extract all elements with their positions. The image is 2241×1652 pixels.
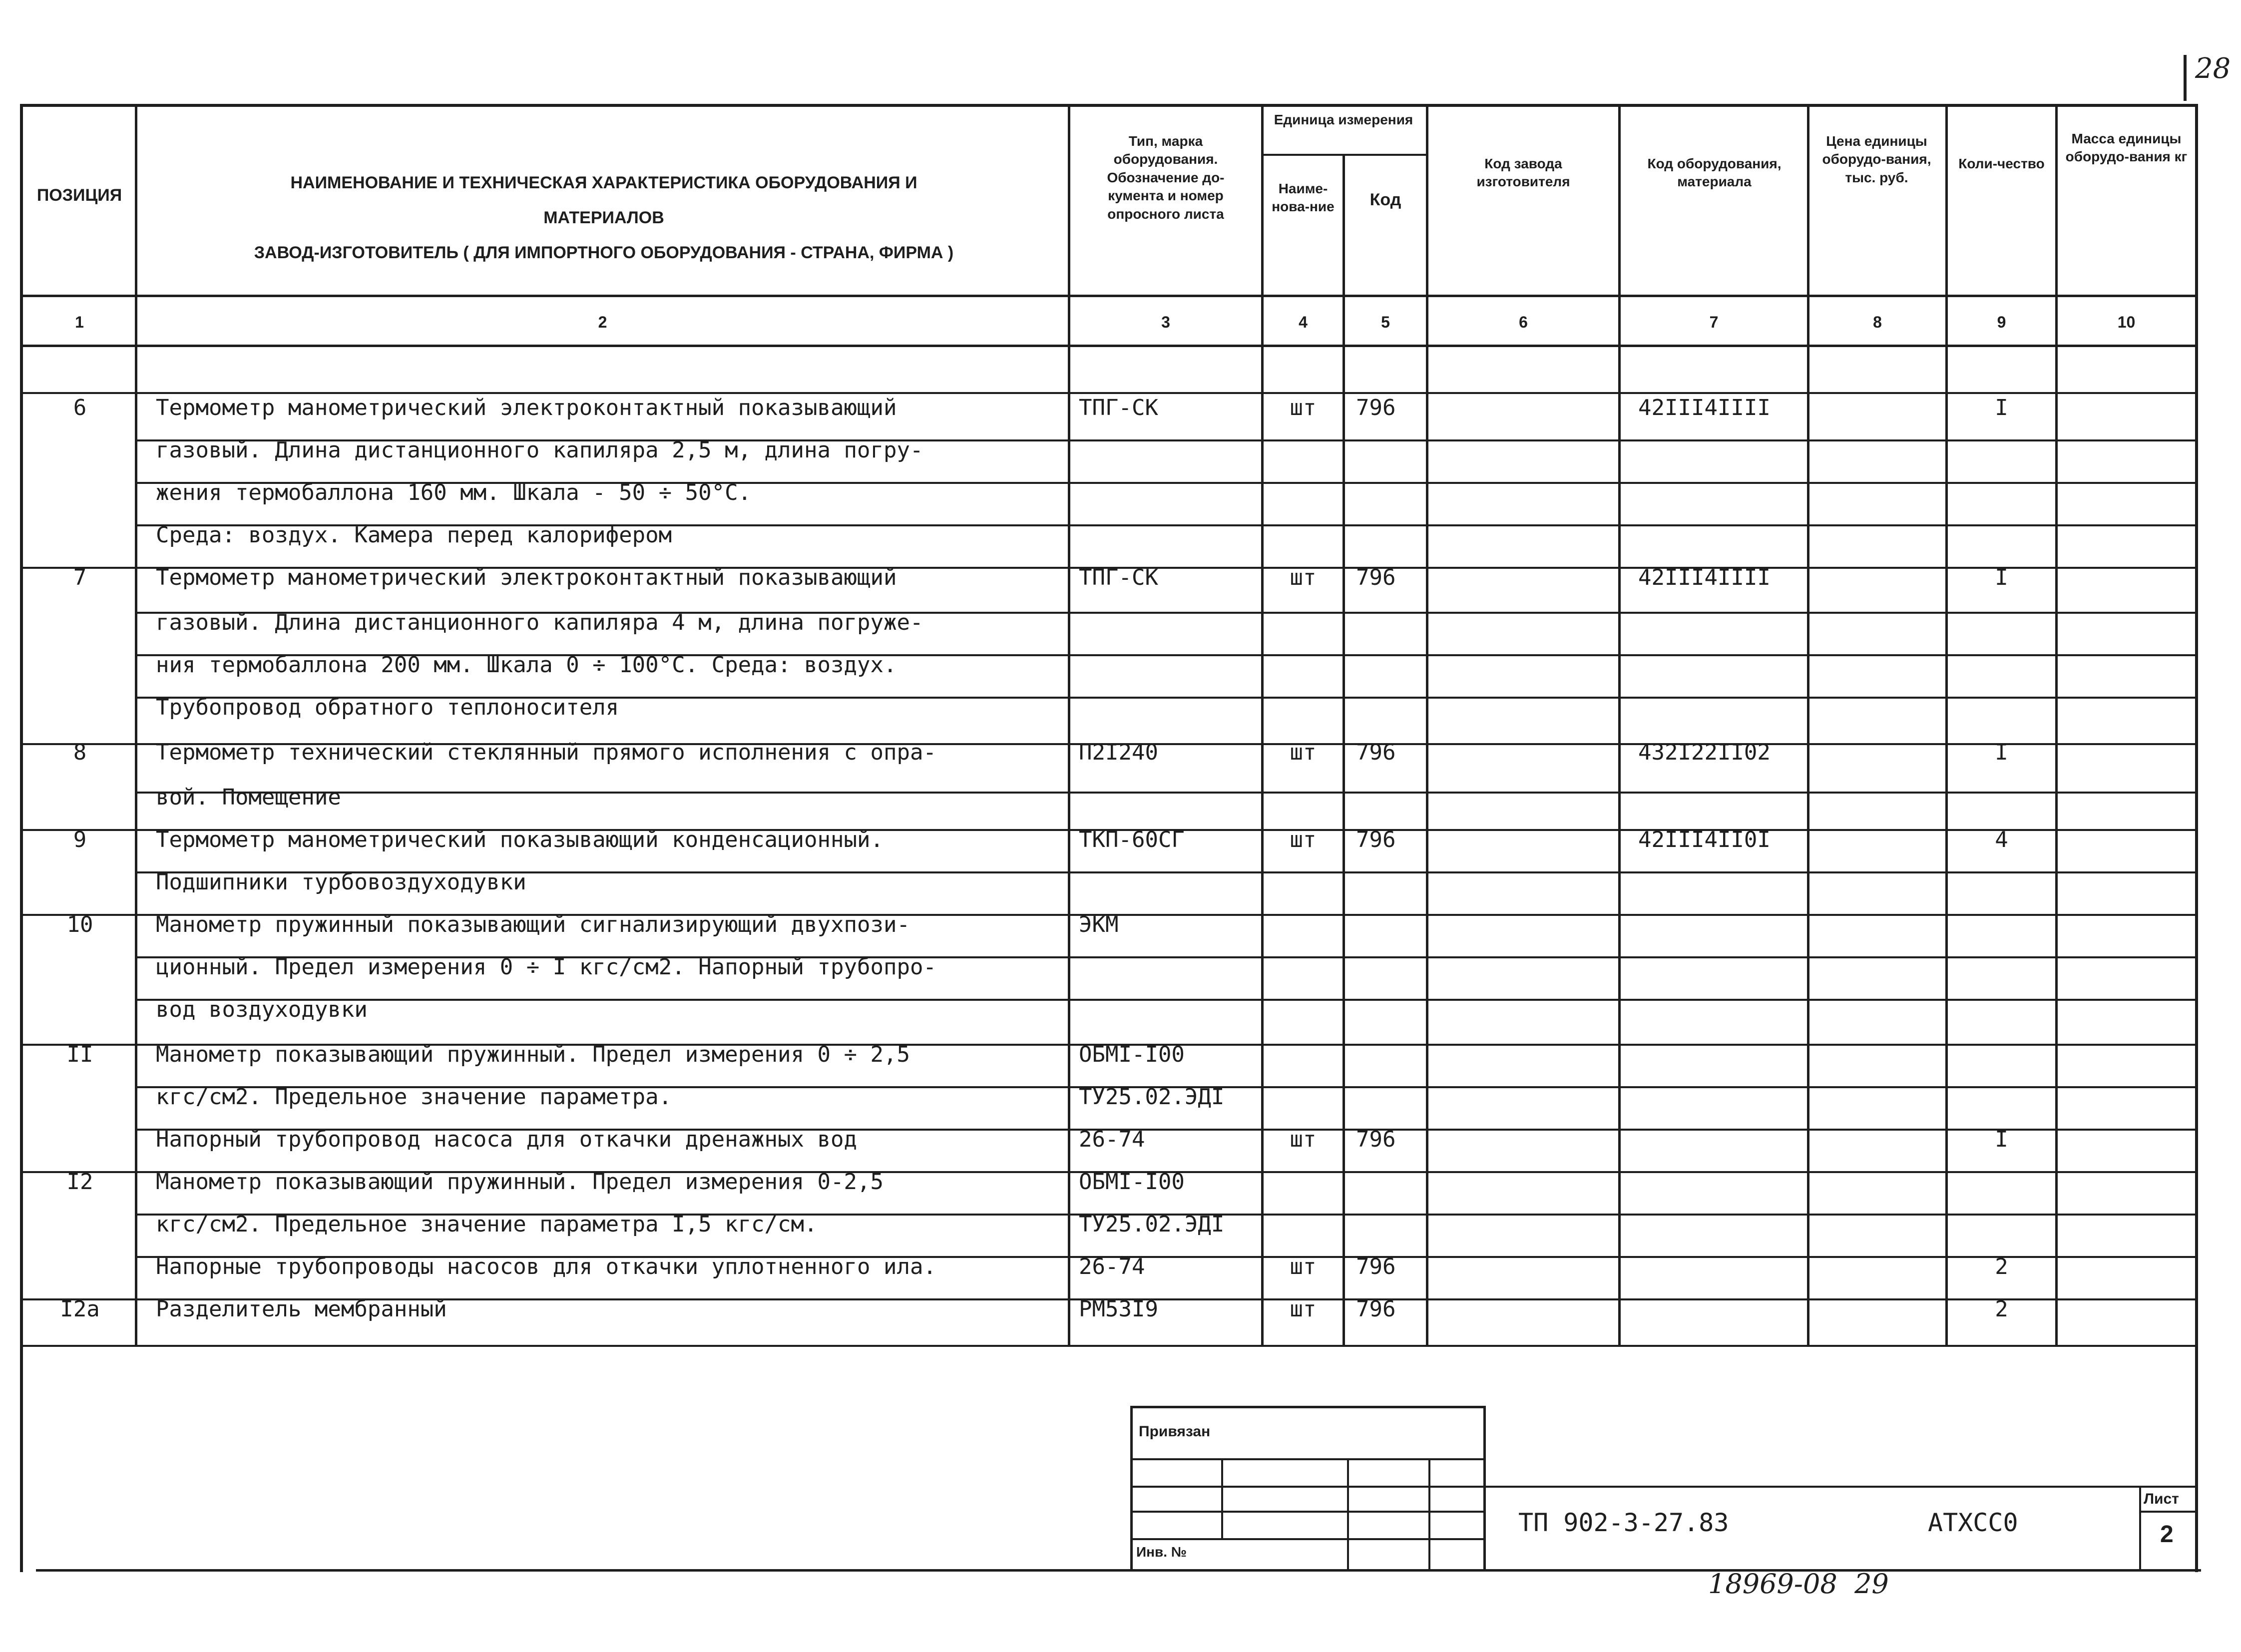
row-unit: шт [1290,740,1317,765]
row-position: II [66,1042,93,1067]
column-number: 6 [1519,313,1528,331]
row-type: ЭКМ [1079,912,1119,937]
row-name: ционный. Предел измерения 0 ÷ I кгс/см2. Напорный трубопро- [156,954,936,980]
sheet-label: Лист [2144,1491,2179,1507]
row-unit-code: 796 [1356,565,1396,590]
row-name: Манометр пружинный показывающий сигнализирующий двухпози- [156,912,910,937]
row-equipment-code: 432I22II02 [1638,740,1771,765]
row-equipment-code: 42III4II0I [1638,827,1771,852]
row-type: ТКП-60СГ [1079,827,1185,852]
row-type: ОБМI-I00 [1079,1169,1185,1195]
row-unit-code: 796 [1356,1127,1396,1152]
row-quantity: 4 [1995,827,2008,852]
column-number: 2 [598,313,607,331]
row-name: Разделитель мембранный [156,1296,447,1322]
row-equipment-code: 42III4IIII [1638,395,1771,420]
header-quantity: Коли-чество [1958,156,2045,171]
row-unit-code: 796 [1356,1296,1396,1322]
header-unit-name: Наиме-нова-ние [1272,181,1335,215]
header-name-line3: ЗАВОД-ИЗГОТОВИТЕЛЬ ( ДЛЯ ИМПОРТНОГО ОБОРУДОВАНИЯ - СТРАНА, ФИРМА ) [254,243,954,262]
row-unit-code: 796 [1356,1254,1396,1279]
column-number: 4 [1299,313,1308,331]
row-name: кгс/см2. Предельное значение параметра I,5 кгс/см. [156,1212,818,1237]
header-price: Цена единицы оборудо-вания, тыс. руб. [1822,133,1931,185]
row-name: Манометр показывающий пружинный. Предел измерения 0-2,5 [156,1169,884,1195]
header-unit-group: Единица измерения [1274,112,1413,127]
row-quantity: I [1995,1127,2008,1152]
row-type: ТУ25.02.ЭДI [1079,1084,1225,1110]
row-name: вой. Помещение [156,785,341,810]
row-name: кгс/см2. Предельное значение параметра. [156,1084,672,1110]
row-name: Термометр манометрический показывающий конденсационный. [156,827,884,852]
row-unit: шт [1290,827,1317,852]
row-quantity: I [1995,395,2008,420]
row-unit: шт [1290,1254,1317,1279]
column-number: 10 [2117,313,2136,331]
column-number: 1 [75,313,84,331]
row-quantity: I [1995,565,2008,590]
row-unit-code: 796 [1356,827,1396,852]
header-unit-code: Код [1369,190,1401,209]
row-type: ОБМI-I00 [1079,1042,1185,1067]
row-unit-code: 796 [1356,740,1396,765]
row-unit: шт [1290,565,1317,590]
row-type: 26-74 [1079,1127,1145,1152]
row-unit-code: 796 [1356,395,1396,420]
row-position: 8 [73,740,87,765]
stamp-privyazan: Привязан [1139,1423,1211,1440]
row-name: Напорные трубопроводы насосов для откачки уплотненного ила. [156,1254,936,1279]
header-mass: Масса единицы оборудо-вания кг [2065,131,2188,165]
row-name: газовый. Длина дистанционного капиляра 2,5 м, длина погру- [156,437,923,463]
column-number: 3 [1161,313,1170,331]
sheet-number: 2 [2160,1521,2174,1548]
row-unit: шт [1290,395,1317,420]
header-name-line2: МАТЕРИАЛОВ [543,208,664,227]
header-position: ПОЗИЦИЯ [36,186,122,205]
row-name: Напорный трубопровод насоса для откачки дренажных вод [156,1127,857,1152]
row-type: ТПГ-СК [1079,395,1158,420]
row-name: ния термобаллона 200 мм. Шкала 0 ÷ 100°С. Среда: воздух. [156,652,897,678]
row-name: Термометр технический стеклянный прямого исполнения с опра- [156,740,936,765]
row-name: Подшипники турбовоздуходувки [156,869,526,895]
row-name: Манометр показывающий пружинный. Предел измерения 0 ÷ 2,5 [156,1042,910,1067]
page-number-bar [2184,55,2187,101]
row-type: РМ53I9 [1079,1296,1158,1322]
row-name: Трубопровод обратного теплоносителя [156,695,619,720]
row-type: П2I240 [1079,740,1158,765]
row-type: ТПГ-СК [1079,565,1158,590]
row-position: 7 [73,565,87,590]
column-number: 9 [1997,313,2006,331]
row-quantity: I [1995,740,2008,765]
header-factory-code: Код завода изготовителя [1476,156,1570,190]
row-name: газовый. Длина дистанционного капиляра 4 м, длина погруже- [156,610,923,635]
row-name: Термометр манометрический электроконтактный показывающий [156,565,897,590]
stamp-inv-no: Инв. № [1136,1544,1187,1560]
row-type: 26-74 [1079,1254,1145,1279]
header-equipment-code: Код оборудования, материала [1647,156,1782,190]
handwritten-archive-number: 18969-08 29 [1708,1568,1889,1600]
row-position: 6 [73,395,87,420]
row-name: вод воздуходувки [156,997,368,1022]
row-position: I2 [66,1169,93,1195]
page-number: 28 [2195,52,2231,85]
header-name-line1: НАИМЕНОВАНИЕ И ТЕХНИЧЕСКАЯ ХАРАКТЕРИСТИКА ОБОРУДОВАНИЯ И [290,173,917,192]
row-name: жения термобаллона 160 мм. Шкала - 50 ÷ 50°С. [156,480,752,505]
document-code: ТП 902-3-27.83 [1518,1508,1729,1537]
row-position: I2а [60,1296,100,1322]
header-type: Тип, марка оборудования. Обозначение до- кумента и номер опросного листа [1107,133,1225,222]
row-name: Термометр манометрический электроконтактный показывающий [156,395,897,420]
row-name: Среда: воздух. Камера перед калорифером [156,522,672,548]
row-type: ТУ25.02.ЭДI [1079,1212,1225,1237]
row-position: 9 [73,827,87,852]
row-quantity: 2 [1995,1296,2008,1322]
column-number: 7 [1709,313,1719,331]
album-code: АТХСС0 [1928,1508,2018,1537]
row-position: 10 [66,912,93,937]
column-number: 5 [1381,313,1390,331]
row-unit: шт [1290,1296,1317,1322]
row-equipment-code: 42III4IIII [1638,565,1771,590]
row-quantity: 2 [1995,1254,2008,1279]
column-number: 8 [1873,313,1882,331]
row-unit: шт [1290,1127,1317,1152]
